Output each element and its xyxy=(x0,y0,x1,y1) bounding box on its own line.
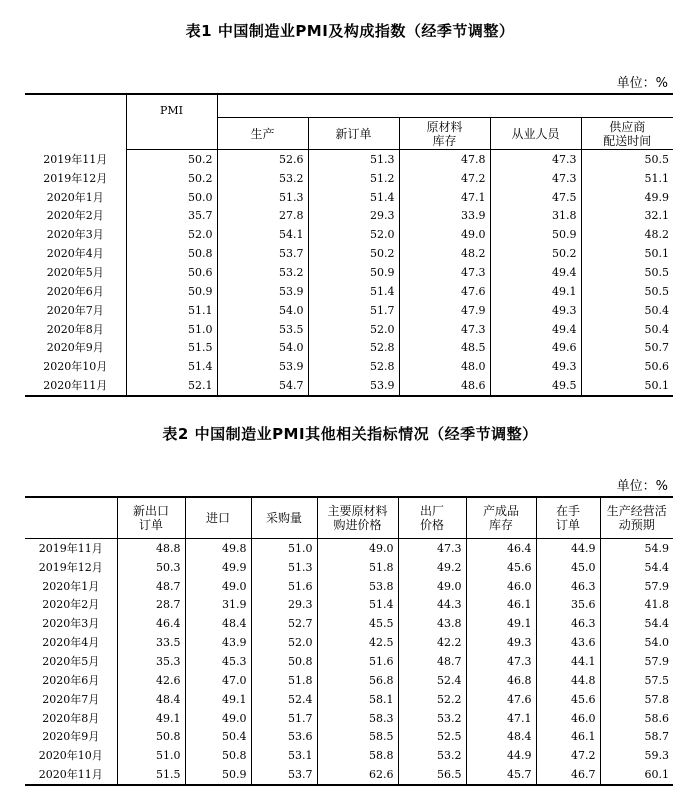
table-cell: 47.0 xyxy=(185,671,251,690)
row-date: 2020年4月 xyxy=(46,247,104,261)
header-line-1: 出厂 xyxy=(419,504,444,518)
table-cell: 50.9 xyxy=(308,263,399,282)
row-date: 2020年1月 xyxy=(46,190,104,204)
table-cell: 51.6 xyxy=(251,577,317,596)
table-row xyxy=(25,320,673,339)
table-cell: 53.5 xyxy=(217,320,308,339)
table-cell: 42.2 xyxy=(398,633,466,652)
table-cell: 57.9 xyxy=(600,577,673,596)
table-cell: 58.7 xyxy=(600,727,673,746)
table-cell: 51.5 xyxy=(126,338,217,357)
table-cell: 53.7 xyxy=(251,765,317,785)
table-cell: 49.5 xyxy=(490,376,581,396)
table-cell: 57.8 xyxy=(600,690,673,709)
table-cell: 50.6 xyxy=(581,357,673,376)
table-cell: 51.1 xyxy=(126,301,217,320)
table-cell: 52.0 xyxy=(251,633,317,652)
table-cell: 46.4 xyxy=(466,539,536,558)
table-cell: 50.3 xyxy=(117,558,185,577)
table-cell: 47.2 xyxy=(399,169,490,188)
header-line-2: 动预期 xyxy=(618,518,655,532)
table-cell: 47.6 xyxy=(466,690,536,709)
table-cell: 48.4 xyxy=(185,614,251,633)
row-date: 2019年11月 xyxy=(38,541,103,555)
table-cell: 50.4 xyxy=(581,320,673,339)
header-line-1: 在手 xyxy=(555,504,580,518)
table-cell: 51.3 xyxy=(217,188,308,207)
row-date: 2020年1月 xyxy=(42,579,100,593)
row-date: 2020年11月 xyxy=(38,768,103,782)
table1-corner-cell xyxy=(25,94,126,150)
table-row xyxy=(25,652,673,671)
table-cell: 54.9 xyxy=(600,539,673,558)
table-cell: 51.8 xyxy=(251,671,317,690)
table-cell: 53.9 xyxy=(217,357,308,376)
row-date: 2020年7月 xyxy=(42,692,100,706)
table-row xyxy=(25,244,673,263)
table-cell: 54.0 xyxy=(217,301,308,320)
table-row xyxy=(25,301,673,320)
table-cell: 47.5 xyxy=(490,188,581,207)
row-date: 2020年9月 xyxy=(46,341,104,355)
table-cell: 45.5 xyxy=(317,614,398,633)
table-cell: 48.7 xyxy=(398,652,466,671)
table-row xyxy=(25,558,673,577)
table-cell: 52.5 xyxy=(398,727,466,746)
header-line-2: 库存 xyxy=(488,518,513,532)
header-line-2: 订单 xyxy=(555,518,580,532)
table-row xyxy=(25,539,673,558)
row-date: 2020年3月 xyxy=(46,228,104,242)
table-cell: 42.6 xyxy=(117,671,185,690)
table2-header-cell xyxy=(185,497,251,539)
table-cell: 35.3 xyxy=(117,652,185,671)
table1 xyxy=(25,93,673,397)
table-cell: 49.6 xyxy=(490,338,581,357)
table-cell: 46.3 xyxy=(536,614,600,633)
table-cell: 50.5 xyxy=(581,150,673,169)
table-row xyxy=(25,709,673,728)
table-cell: 50.2 xyxy=(126,169,217,188)
row-date: 2019年12月 xyxy=(43,171,108,185)
row-date: 2020年7月 xyxy=(46,303,104,317)
table-cell: 46.7 xyxy=(536,765,600,785)
table-cell: 51.3 xyxy=(308,150,399,169)
table-cell: 50.4 xyxy=(581,301,673,320)
table-cell: 51.0 xyxy=(126,320,217,339)
table-cell: 49.1 xyxy=(185,690,251,709)
table2-header-cell xyxy=(536,497,600,539)
table-cell: 50.8 xyxy=(251,652,317,671)
table-cell: 54.1 xyxy=(217,225,308,244)
table2-header-cell xyxy=(317,497,398,539)
table-cell: 48.2 xyxy=(399,244,490,263)
header-line-1: 进口 xyxy=(205,511,230,525)
table-cell: 41.8 xyxy=(600,596,673,615)
table2-header-cell xyxy=(466,497,536,539)
table-cell: 51.4 xyxy=(317,596,398,615)
header-line-2: 订单 xyxy=(138,518,163,532)
table-cell: 47.9 xyxy=(399,301,490,320)
table-cell: 51.0 xyxy=(117,746,185,765)
row-date: 2020年8月 xyxy=(42,711,100,725)
table-cell: 50.8 xyxy=(126,244,217,263)
table-cell: 59.3 xyxy=(600,746,673,765)
header-line-1: 采购量 xyxy=(265,511,302,525)
table-cell: 49.2 xyxy=(398,558,466,577)
table-cell: 58.1 xyxy=(317,690,398,709)
header-line-1: 新出口 xyxy=(132,504,169,518)
table-cell: 53.8 xyxy=(317,577,398,596)
table-cell: 60.1 xyxy=(600,765,673,785)
table1-header-group xyxy=(217,94,673,118)
table-row xyxy=(25,765,673,785)
table-cell: 49.9 xyxy=(581,188,673,207)
table-cell: 44.9 xyxy=(536,539,600,558)
row-date: 2020年5月 xyxy=(46,265,104,279)
table-cell: 31.9 xyxy=(185,596,251,615)
table-row xyxy=(25,169,673,188)
table-cell: 50.9 xyxy=(185,765,251,785)
table-cell: 45.6 xyxy=(536,690,600,709)
table-cell: 51.4 xyxy=(126,357,217,376)
table-cell: 52.8 xyxy=(308,338,399,357)
table-cell: 48.8 xyxy=(117,539,185,558)
row-date: 2020年5月 xyxy=(42,654,100,668)
table-cell: 44.8 xyxy=(536,671,600,690)
table-cell: 42.5 xyxy=(317,633,398,652)
table-cell: 57.9 xyxy=(600,652,673,671)
table-cell: 47.3 xyxy=(399,263,490,282)
table-cell: 45.0 xyxy=(536,558,600,577)
table-cell: 53.9 xyxy=(217,282,308,301)
table-row xyxy=(25,282,673,301)
table-cell: 49.8 xyxy=(185,539,251,558)
table-row xyxy=(25,376,673,396)
table-cell: 53.7 xyxy=(217,244,308,263)
table-cell: 50.5 xyxy=(581,263,673,282)
table-cell: 52.7 xyxy=(251,614,317,633)
table-cell: 29.3 xyxy=(251,596,317,615)
table-cell: 47.8 xyxy=(399,150,490,169)
row-date: 2020年6月 xyxy=(46,284,104,298)
table-cell: 52.4 xyxy=(398,671,466,690)
table-row xyxy=(25,188,673,207)
table-cell: 43.9 xyxy=(185,633,251,652)
table-cell: 44.1 xyxy=(536,652,600,671)
table-cell: 45.3 xyxy=(185,652,251,671)
table-cell: 47.1 xyxy=(399,188,490,207)
table-cell: 32.1 xyxy=(581,207,673,226)
table-cell: 48.7 xyxy=(117,577,185,596)
table-cell: 46.0 xyxy=(466,577,536,596)
table-cell: 50.4 xyxy=(185,727,251,746)
table-cell: 48.5 xyxy=(399,338,490,357)
table-cell: 28.7 xyxy=(117,596,185,615)
table-cell: 47.3 xyxy=(466,652,536,671)
table-cell: 50.2 xyxy=(308,244,399,263)
table2 xyxy=(25,496,673,786)
table-cell: 56.5 xyxy=(398,765,466,785)
table-cell: 54.4 xyxy=(600,558,673,577)
table-row xyxy=(25,207,673,226)
table2-corner-cell xyxy=(25,497,117,539)
table-cell: 50.8 xyxy=(117,727,185,746)
table-row xyxy=(25,263,673,282)
table-cell: 53.2 xyxy=(398,709,466,728)
table-cell: 47.2 xyxy=(536,746,600,765)
table-cell: 50.1 xyxy=(581,376,673,396)
table2-header-cell xyxy=(251,497,317,539)
header-line-1: 生产经营活 xyxy=(606,504,667,518)
table-cell: 58.6 xyxy=(600,709,673,728)
table-row xyxy=(25,338,673,357)
table-cell: 48.4 xyxy=(117,690,185,709)
row-date: 2020年2月 xyxy=(46,209,104,223)
table-cell: 51.8 xyxy=(317,558,398,577)
table-row xyxy=(25,727,673,746)
table2-unit: 单位：% xyxy=(616,479,668,494)
table-cell: 49.0 xyxy=(185,577,251,596)
table2-header-cell xyxy=(117,497,185,539)
table-cell: 47.6 xyxy=(399,282,490,301)
table-cell: 51.2 xyxy=(308,169,399,188)
header-line-1: 主要原材料 xyxy=(327,504,388,518)
table-cell: 47.3 xyxy=(398,539,466,558)
row-date: 2020年6月 xyxy=(42,673,100,687)
table-cell: 48.0 xyxy=(399,357,490,376)
table-cell: 35.7 xyxy=(126,207,217,226)
table-cell: 53.9 xyxy=(308,376,399,396)
table-cell: 53.2 xyxy=(217,169,308,188)
table-cell: 54.0 xyxy=(600,633,673,652)
row-date: 2020年9月 xyxy=(42,730,100,744)
table-cell: 49.0 xyxy=(185,709,251,728)
table-cell: 49.3 xyxy=(490,357,581,376)
table-cell: 50.5 xyxy=(581,282,673,301)
table1-header-production: 生产 xyxy=(217,118,308,150)
row-date: 2019年12月 xyxy=(38,560,103,574)
table-row xyxy=(25,150,673,169)
table-cell: 50.7 xyxy=(581,338,673,357)
table1-header-pmi: PMI xyxy=(126,94,217,150)
table-cell: 46.8 xyxy=(466,671,536,690)
header-line-2: 配送时间 xyxy=(603,133,652,148)
table-cell: 53.2 xyxy=(217,263,308,282)
table2-header-cell xyxy=(600,497,673,539)
table-cell: 46.0 xyxy=(536,709,600,728)
table-cell: 51.3 xyxy=(251,558,317,577)
table-row xyxy=(25,596,673,615)
row-date: 2020年3月 xyxy=(42,617,100,631)
table-row xyxy=(25,671,673,690)
table-cell: 50.2 xyxy=(490,244,581,263)
table1-unit: 单位：% xyxy=(616,76,668,91)
header-line-1: 原材料 xyxy=(426,119,463,134)
table-cell: 50.9 xyxy=(490,225,581,244)
table-cell: 53.2 xyxy=(398,746,466,765)
table-cell: 35.6 xyxy=(536,596,600,615)
table-cell: 54.0 xyxy=(217,338,308,357)
table-cell: 49.0 xyxy=(398,577,466,596)
table-cell: 56.8 xyxy=(317,671,398,690)
table-cell: 52.1 xyxy=(126,376,217,396)
table-cell: 46.4 xyxy=(117,614,185,633)
row-date: 2020年8月 xyxy=(46,322,104,336)
table-cell: 52.0 xyxy=(126,225,217,244)
table-cell: 33.5 xyxy=(117,633,185,652)
table-cell: 49.1 xyxy=(117,709,185,728)
table1-title: 表1 中国制造业PMI及构成指数（经季节调整） xyxy=(185,22,515,40)
table-cell: 52.8 xyxy=(308,357,399,376)
header-line-1: 产成品 xyxy=(482,504,519,518)
table-cell: 49.9 xyxy=(185,558,251,577)
table-cell: 46.1 xyxy=(466,596,536,615)
header-line-2: 库存 xyxy=(432,133,457,148)
table-cell: 50.1 xyxy=(581,244,673,263)
table-cell: 27.8 xyxy=(217,207,308,226)
table-cell: 50.8 xyxy=(185,746,251,765)
table-cell: 47.3 xyxy=(490,150,581,169)
table-cell: 44.9 xyxy=(466,746,536,765)
header-line-1: 供应商 xyxy=(609,119,646,134)
table-cell: 49.4 xyxy=(490,320,581,339)
table-cell: 48.2 xyxy=(581,225,673,244)
table-cell: 45.6 xyxy=(466,558,536,577)
table-cell: 53.6 xyxy=(251,727,317,746)
table-row xyxy=(25,357,673,376)
table-row xyxy=(25,614,673,633)
table-cell: 49.1 xyxy=(466,614,536,633)
table-cell: 46.1 xyxy=(536,727,600,746)
table-cell: 62.6 xyxy=(317,765,398,785)
table-cell: 46.3 xyxy=(536,577,600,596)
row-date: 2020年4月 xyxy=(42,636,100,650)
row-date: 2020年11月 xyxy=(43,379,108,393)
table-cell: 50.6 xyxy=(126,263,217,282)
table-cell: 54.7 xyxy=(217,376,308,396)
table-cell: 49.3 xyxy=(466,633,536,652)
row-date: 2020年10月 xyxy=(43,360,108,374)
table-row xyxy=(25,633,673,652)
table-cell: 43.6 xyxy=(536,633,600,652)
table-cell: 48.4 xyxy=(466,727,536,746)
table-cell: 29.3 xyxy=(308,207,399,226)
table-cell: 52.0 xyxy=(308,320,399,339)
table-cell: 53.1 xyxy=(251,746,317,765)
table-cell: 51.1 xyxy=(581,169,673,188)
table-cell: 49.0 xyxy=(317,539,398,558)
table1-header-employment: 从业人员 xyxy=(490,118,581,150)
table-cell: 47.3 xyxy=(399,320,490,339)
row-date: 2019年11月 xyxy=(43,152,108,166)
table-row xyxy=(25,746,673,765)
table-cell: 52.6 xyxy=(217,150,308,169)
table-cell: 54.4 xyxy=(600,614,673,633)
header-line-2: 购进价格 xyxy=(333,518,382,532)
table-row xyxy=(25,577,673,596)
table2-title: 表2 中国制造业PMI其他相关指标情况（经季节调整） xyxy=(162,425,538,443)
table-cell: 47.1 xyxy=(466,709,536,728)
table-cell: 44.3 xyxy=(398,596,466,615)
table-cell: 51.7 xyxy=(308,301,399,320)
table-cell: 57.5 xyxy=(600,671,673,690)
table1-header-new-orders: 新订单 xyxy=(308,118,399,150)
table2-header-cell xyxy=(398,497,466,539)
table-cell: 49.0 xyxy=(399,225,490,244)
table-cell: 49.3 xyxy=(490,301,581,320)
table-cell: 51.0 xyxy=(251,539,317,558)
table-cell: 58.8 xyxy=(317,746,398,765)
table-cell: 48.6 xyxy=(399,376,490,396)
table-cell: 58.5 xyxy=(317,727,398,746)
table-cell: 33.9 xyxy=(399,207,490,226)
table-cell: 50.9 xyxy=(126,282,217,301)
table-cell: 51.7 xyxy=(251,709,317,728)
table-cell: 51.6 xyxy=(317,652,398,671)
table-cell: 52.0 xyxy=(308,225,399,244)
table-cell: 51.4 xyxy=(308,282,399,301)
table-cell: 50.0 xyxy=(126,188,217,207)
table1-header-supplier-delivery xyxy=(581,118,673,150)
table-cell: 49.4 xyxy=(490,263,581,282)
table-cell: 51.5 xyxy=(117,765,185,785)
table1-header-raw-material-inventory xyxy=(399,118,490,150)
table-cell: 45.7 xyxy=(466,765,536,785)
table-cell: 50.2 xyxy=(126,150,217,169)
table-row xyxy=(25,225,673,244)
table-cell: 52.2 xyxy=(398,690,466,709)
table-cell: 52.4 xyxy=(251,690,317,709)
table-row xyxy=(25,690,673,709)
table-cell: 58.3 xyxy=(317,709,398,728)
row-date: 2020年2月 xyxy=(42,598,100,612)
header-line-2: 价格 xyxy=(419,518,444,532)
table-cell: 47.3 xyxy=(490,169,581,188)
table-cell: 31.8 xyxy=(490,207,581,226)
table-cell: 49.1 xyxy=(490,282,581,301)
table-cell: 51.4 xyxy=(308,188,399,207)
table-cell: 43.8 xyxy=(398,614,466,633)
row-date: 2020年10月 xyxy=(38,749,103,763)
